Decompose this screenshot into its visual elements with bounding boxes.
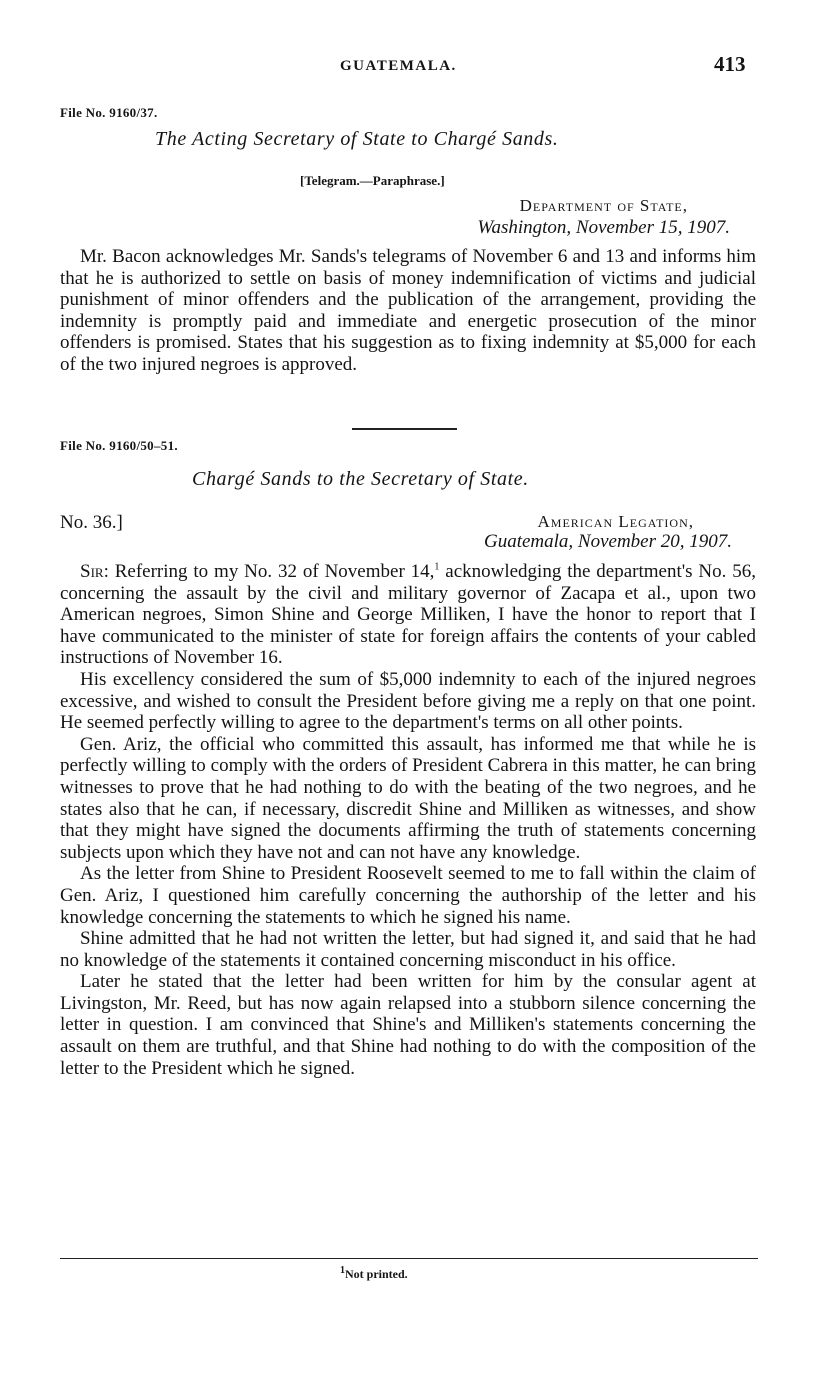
file-number-1: File No. 9160/37.: [60, 105, 158, 120]
paragraph: [60, 561, 756, 669]
paragraph: His excellency considered the sum of $5,000 indemnity to each of the injured negroes excessive, and wished to consult the President before giving me a reply on that one point. He seemed perfectly willing to agree to the department's terms on all other points.: [60, 668, 756, 734]
dateline-2: Guatemala, November 20, 1907.: [483, 531, 732, 552]
section-divider: [352, 428, 457, 430]
footnote-rule: [60, 1258, 758, 1259]
body-text-1: [60, 246, 756, 376]
paragraph-text: Referring to my No. 32 of November 14,: [114, 561, 435, 582]
sender-2: American Legation,: [537, 512, 694, 531]
sender-1: Department of State,: [519, 196, 688, 215]
paragraph: Gen. Ariz, the official who committed this assault, has informed me that while he is perfectly willing to comply with the orders of President Cabrera in this matter, he can bring witnesses to prove that he had nothing to do with the beating of the two negroes, and he states also that he can, if necessary, discredit Shine and Milliken as witnesses, and show that they might have signed the documents affirming the truth of statements concerning subjects upon which they have not and can not have any knowledge.: [60, 733, 756, 863]
dateline-1: Washington, November 15, 1907.: [477, 217, 730, 238]
footnote-marker: 1: [434, 561, 440, 573]
page-number: 413: [714, 52, 746, 76]
paragraph: Mr. Bacon acknowledges Mr. Sands's telegrams of November 6 and 13 and informs him that he is authorized to settle on basis of money indemnification of victims and judicial punishment of minor offenders and the publication of the arrangement, providing the indemnity is promptly paid and immediate and energetic prosecution of the minor offenders is promised. States that his suggestion as to fixing indemnity at $5,000 for each of the two injured negroes is approved.: [60, 246, 756, 375]
salutation: Sir:: [80, 561, 109, 582]
paragraph-text: acknowledging the department's No. 56, concerning the assault by the civil and military governor of Zacapa et al., upon two American negroes, Simon Shine and George Milliken, I have the honor to report that I have communicated to the minister of state for foreign affairs the contents of your cabled instructions of November 16.: [60, 561, 757, 669]
body-text-2: [60, 561, 756, 1079]
running-head: GUATEMALA.: [340, 58, 457, 74]
paragraph: Shine admitted that he had not written the letter, but had signed it, and said that he had no knowledge of the statements it contained concerning misconduct in his office.: [60, 928, 756, 971]
paragraph: As the letter from Shine to President Roosevelt seemed to me to fall within the claim of Gen. Ariz, I questioned him carefully concerning the authorship of the letter and his knowledge concerning the statements to which he signed his name.: [60, 863, 756, 928]
footnote-number: 1: [340, 1265, 345, 1276]
dispatch-number: No. 36.]: [60, 512, 123, 533]
document-title-1: The Acting Secretary of State to Chargé Sands.: [155, 128, 559, 150]
footnote-text: Not printed.: [345, 1267, 408, 1281]
telegram-note: [Telegram.—Paraphrase.]: [300, 173, 445, 188]
file-number-2: File No. 9160/50–51.: [60, 438, 178, 453]
paragraph: Later he stated that the letter had been written for him by the consular agent at Livingston, Mr. Reed, but has now again relapsed into a stubborn silence concerning the letter in question. I am convinced that Shine's and Milliken's statements concerning the assault on them are truthful, and that Shine had nothing to do with the composition of the letter to the President which he signed.: [60, 971, 756, 1079]
document-title-2: Chargé Sands to the Secretary of State.: [192, 468, 529, 490]
footnote: [340, 1267, 408, 1282]
